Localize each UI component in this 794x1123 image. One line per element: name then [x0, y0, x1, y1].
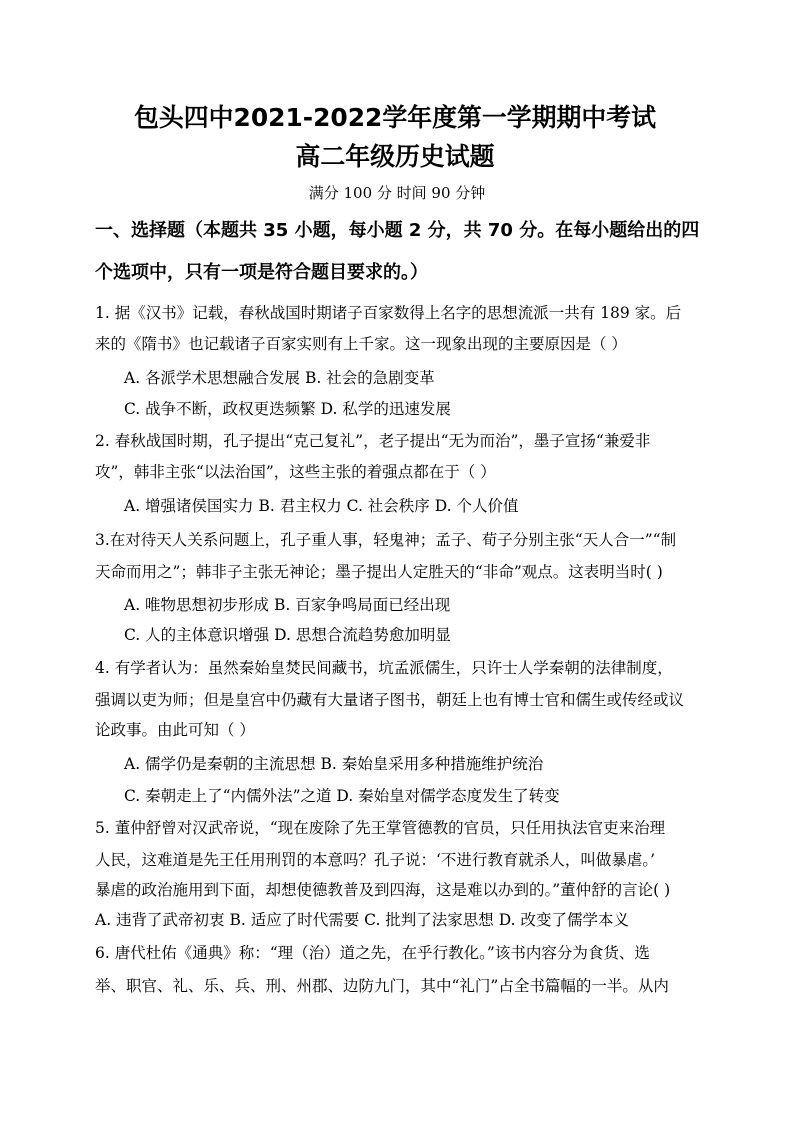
question-2-options-line-1: A. 增强诸侯国实力 B. 君主权力 C. 社会秩序 D. 个人价值	[124, 497, 519, 515]
question-1-options-line-1: A. 各派学术思想融合发展 B. 社会的急剧变革	[124, 369, 435, 387]
exam-meta: 满分 100 分 时间 90 分钟	[308, 184, 486, 202]
question-4-text-line-1: 4. 有学者认为：虽然秦始皇焚民间藏书，坑孟派儒生，只许士人学秦朝的法律制度，	[95, 659, 673, 677]
question-2-text-line-1: 2. 春秋战国时期，孔子提出“克己复礼”，老子提出“无为而治”，墨子宣扬“兼爱非	[95, 432, 651, 450]
section-heading-line-2: 个选项中，只有一项是符合题目要求的。）	[95, 262, 428, 283]
question-4-options-line-2: C. 秦朝走上了“内儒外法”之道 D. 秦始皇对儒学态度发生了转变	[124, 787, 560, 805]
question-3-text-line-1: 3.在对待天人关系问题上，孔子重人事，轻鬼神；孟子、荀子分别主张“天人合一”“制	[95, 531, 677, 549]
question-6-text-line-1: 6. 唐代杜佑《通典》称：“理（治）道之先，在乎行教化。”该书内容分为食货、选	[95, 944, 650, 962]
question-5-text-line-2: 人民，这难道是先王任用刑罚的本意吗？孔子说：‘不进行教育就杀人，叫做暴虐。’	[95, 851, 656, 869]
exam-subtitle: 高二年级历史试题	[295, 142, 495, 171]
question-5-text-line-3: 暴虐的政治施用到下面，却想使德教普及到四海，这是难以办到的。”董仲舒的言论( )	[95, 881, 671, 899]
exam-title: 包头四中2021-2022学年度第一学期期中考试	[134, 103, 656, 132]
question-5-text-line-1: 5. 董仲舒曾对汉武帝说，“现在废除了先王掌管德教的官员，只任用执法官吏来治理	[95, 819, 666, 837]
question-5-options-line-1: A. 违背了武帝初衷 B. 适应了时代需要 C. 批判了法家思想 D. 改变了儒学本义	[95, 911, 629, 929]
question-6-text-line-2: 举、职官、礼、乐、兵、刑、州郡、边防九门，其中“礼门”占全书篇幅的一半。从内	[95, 977, 669, 995]
question-4-text-line-3: 论政事。由此可知（ ）	[95, 721, 255, 739]
question-4-text-line-2: 强调以吏为师；但是皇宫中仍藏有大量诸子图书，朝廷上也有博士官和儒生或传经或议	[95, 691, 685, 709]
section-heading-line-1: 一、选择题（本题共 35 小题，每小题 2 分，共 70 分。在每小题给出的四	[95, 220, 700, 241]
question-1-options-line-2: C. 战争不断，政权更迭频繁 D. 私学的迅速发展	[124, 400, 451, 418]
question-3-text-line-2: 天命而用之”；韩非子主张无神论；墨子提出人定胜天的“非命”观点。这表明当时( )	[95, 563, 663, 581]
question-1-text-line-2: 来的《隋书》也记载诸子百家实则有上千家。这一现象出现的主要原因是（ ）	[95, 335, 627, 353]
question-4-options-line-1: A. 儒学仍是秦朝的主流思想 B. 秦始皇采用多种措施维护统治	[124, 755, 544, 773]
question-3-options-line-2: C. 人的主体意识增强 D. 思想合流趋势愈加明显	[124, 626, 451, 644]
question-3-options-line-1: A. 唯物思想初步形成 B. 百家争鸣局面已经出现	[124, 596, 451, 614]
question-1-text-line-1: 1. 据《汉书》记载，春秋战国时期诸子百家数得上名字的思想流派一共有 189 家。后	[95, 304, 682, 322]
question-2-text-line-2: 攻”，韩非主张“以法治国”，这些主张的着强点都在于（ ）	[95, 463, 496, 481]
